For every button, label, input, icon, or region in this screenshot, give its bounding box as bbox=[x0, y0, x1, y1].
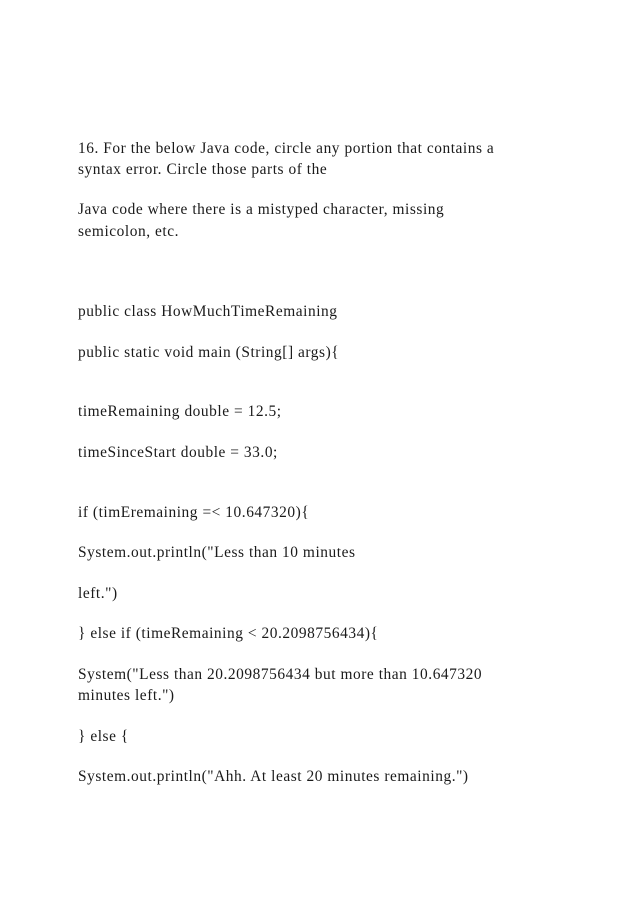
code-line: timeSinceStart double = 33.0; bbox=[78, 444, 278, 461]
question-text-line: syntax error. Circle those parts of the bbox=[78, 161, 328, 178]
code-line: System.out.println("Ahh. At least 20 minutes remaining.") bbox=[78, 768, 469, 785]
code-line: } else { bbox=[78, 728, 129, 745]
code-line: } else if (timeRemaining < 20.2098756434){ bbox=[78, 625, 379, 642]
code-line: left.") bbox=[78, 585, 118, 602]
code-line: System.out.println("Less than 10 minutes bbox=[78, 544, 356, 561]
code-line: minutes left.") bbox=[78, 687, 175, 704]
code-line: System("Less than 20.2098756434 but more than 10.647320 bbox=[78, 666, 483, 683]
question-text-line: semicolon, etc. bbox=[78, 223, 179, 240]
code-line: public static void main (String[] args){ bbox=[78, 344, 340, 361]
code-line: public class HowMuchTimeRemaining bbox=[78, 303, 338, 320]
code-line: timeRemaining double = 12.5; bbox=[78, 403, 282, 420]
question-text-line: 16. For the below Java code, circle any portion that contains a bbox=[78, 140, 495, 157]
code-line: if (timEremaining =< 10.647320){ bbox=[78, 504, 310, 521]
question-text-line: Java code where there is a mistyped character, missing bbox=[78, 201, 445, 218]
